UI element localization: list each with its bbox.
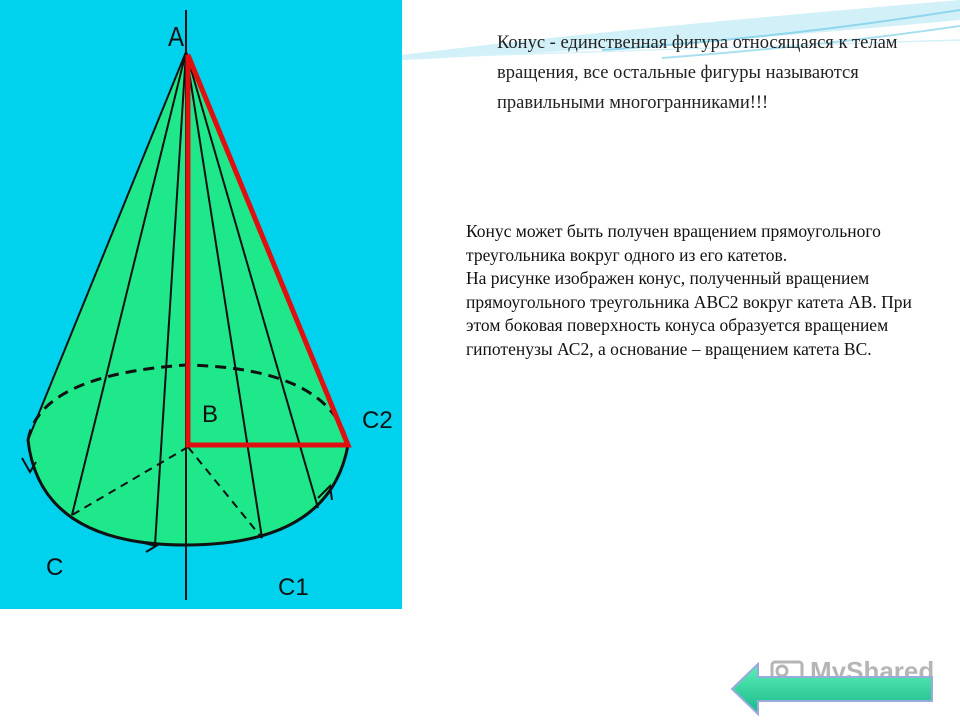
description-line-1: Конус может быть получен вращением прямоугольного треугольника вокруг одного из его катетов. bbox=[466, 221, 881, 265]
cone-figure-panel bbox=[0, 0, 402, 609]
label-c: C bbox=[46, 554, 64, 581]
label-c1: C1 bbox=[278, 574, 309, 601]
back-button[interactable] bbox=[728, 660, 935, 718]
watermark-text: MyShared bbox=[810, 655, 935, 686]
cone-diagram bbox=[0, 0, 402, 609]
description-line-2: На рисунке изображен конус, полученный вращением прямоугольного треугольника АВС2 вокруг катета АВ. При этом боковая поверхность конуса образуется вращением гипотенузы АС2, а основание – вращением катета ВС. bbox=[466, 268, 912, 359]
intro-paragraph: Конус - единственная фигура относящаяся к телам вращения, все остальные фигуры называются правильными многогранниками!!! bbox=[497, 33, 898, 113]
label-b: B bbox=[202, 401, 219, 428]
label-c2: C2 bbox=[362, 407, 393, 434]
back-arrow-icon bbox=[732, 664, 932, 714]
description-block bbox=[466, 220, 936, 361]
label-a: A bbox=[168, 22, 185, 53]
